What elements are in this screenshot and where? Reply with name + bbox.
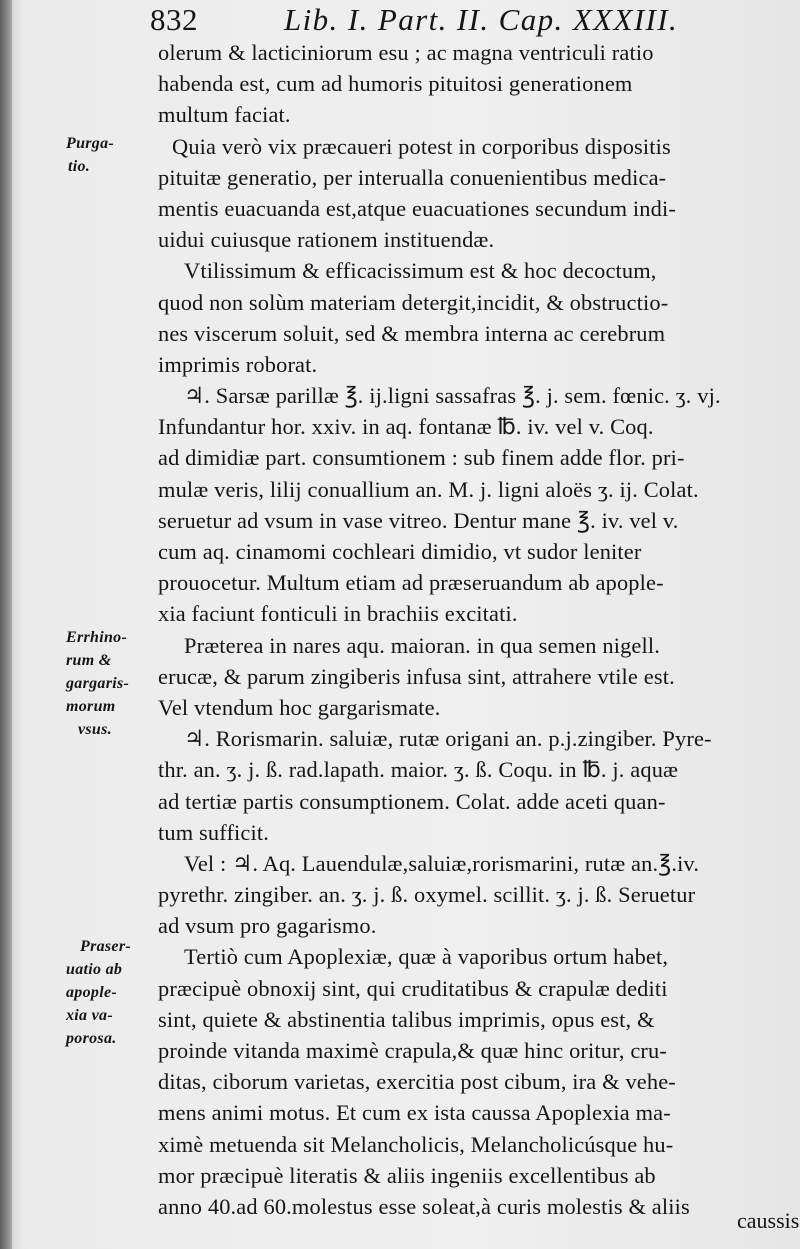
- text-line: Præterea in nares aqu. maioran. in qua semen nigell.: [184, 632, 660, 658]
- text-line: mor præcipuè literatis & aliis ingeniis excellentibus ab: [158, 1162, 656, 1188]
- text-line: mens animi motus. Et cum ex ista caussa Apoplexia ma-: [158, 1100, 671, 1126]
- text-line: imprimis roborat.: [158, 351, 318, 377]
- margin-note-line: morum: [66, 698, 116, 715]
- margin-note-line: gargaris-: [66, 675, 130, 692]
- margin-note-line: Errhino-: [66, 629, 128, 646]
- text-line: nes viscerum soluit, sed & membra interna ac cerebrum: [158, 320, 666, 346]
- running-title: Lib. I. Part. II. Cap. XXXIII.: [284, 2, 679, 37]
- text-line: pituitæ generatio, per interualla conuenientibus medica-: [158, 164, 667, 190]
- text-line: mentis euacuanda est,atque euacuationes secundum indi-: [158, 195, 676, 221]
- text-line: xia faciunt fonticuli in brachiis excitati.: [158, 601, 518, 627]
- text-line: proinde vitanda maximè crapula,& quæ hinc oritur, cru-: [158, 1038, 667, 1063]
- text-line: olerum & lacticiniorum esu ; ac magna ventriculi ratio: [158, 40, 654, 65]
- margin-note-line: rum &: [66, 652, 112, 669]
- recipe-line: ♃. Rorismarin. saluiæ, rutæ origani an. p.j.zingiber. Pyre-: [184, 726, 712, 752]
- margin-note-purgatio: [66, 132, 114, 178]
- margin-note-line: Purga-: [66, 135, 115, 152]
- text-line: mulæ veris, lilij conuallium an. M. j. ligni aloës ʒ. ij. Colat.: [158, 476, 699, 502]
- margin-note-line: vsus.: [78, 721, 112, 738]
- recipe-line: Vel : ♃. Aq. Lauendulæ,saluiæ,rorismarini, rutæ an.℥.iv.: [184, 850, 700, 876]
- text-line: ad dimidiæ part. consumtionem : sub finem adde flor. pri-: [158, 445, 685, 471]
- text-line: ad vsum pro gagarismo.: [158, 913, 377, 939]
- margin-note-line: uatio ab: [66, 961, 123, 978]
- margin-note-line: xia va-: [66, 1007, 113, 1024]
- text-line: ad tertiæ partis consumptionem. Colat. adde aceti quan-: [158, 788, 666, 814]
- margin-note-line: apople-: [66, 984, 117, 1001]
- text-line: Vtilissimum & efficacissimum est & hoc decoctum,: [184, 258, 657, 284]
- text-line: prouocetur. Multum etiam ad præseruandum ab apople-: [158, 570, 664, 596]
- text-line: Quia verò vix præcaueri potest in corporibus dispositis: [172, 133, 671, 159]
- text-line: habenda est, cum ad humoris pituitosi generationem: [158, 71, 633, 97]
- text-line: Tertiò cum Apoplexiæ, quæ à vaporibus ortum habet,: [184, 944, 669, 970]
- recipe-line: ♃. Sarsæ parillæ ℥. ij.ligni sassafras ℥. j. sem. fœnic. ʒ. vj.: [184, 383, 721, 409]
- text-line: pyrethr. zingiber. an. ʒ. j. ß. oxymel. scillit. ʒ. j. ß. Seruetur: [158, 882, 696, 908]
- text-line: sint, quiete & abstinentia talibus imprimis, opus est, &: [158, 1006, 655, 1032]
- text-line: quod non solùm materiam detergit,incidit, & obstructio-: [158, 289, 669, 315]
- text-line: multum faciat.: [158, 102, 291, 128]
- margin-note-errhinorum: [66, 626, 129, 741]
- text-line: erucæ, & parum zingiberis infusa sint, attrahere vtile est.: [158, 663, 675, 689]
- text-line: cum aq. cinamomi cochleari dimidio, vt sudor leniter: [158, 539, 642, 564]
- text-line: Vel vtendum hoc gargarismate.: [158, 694, 441, 720]
- margin-note-line: porosa.: [66, 1030, 117, 1047]
- body-text: [158, 37, 778, 1222]
- margin-note-line: tio.: [68, 158, 91, 175]
- catchword: caussis: [737, 1208, 800, 1233]
- text-line: thr. an. ʒ. j. ß. rad.lapath. maior. ʒ. ß. Coqu. in ℔. j. aquæ: [158, 757, 679, 783]
- margin-note-line: Praser-: [80, 938, 131, 955]
- margin-note-praeseruatio: [66, 935, 131, 1050]
- text-line: seruetur ad vsum in vase vitreo. Dentur mane ℥. iv. vel v.: [158, 507, 679, 533]
- text-line: præcipuè obnoxij sint, qui cruditatibus & crapulæ dediti: [158, 975, 668, 1001]
- text-line: Infundantur hor. xxiv. in aq. fontanæ ℔. iv. vel v. Coq.: [158, 414, 654, 440]
- page-gutter-shadow: [0, 0, 12, 1249]
- page-number: 832: [150, 2, 198, 37]
- running-header: [150, 2, 770, 42]
- text-line: ximè metuenda sit Melancholicis, Melancholicúsque hu-: [158, 1131, 674, 1157]
- text-line: uidui cuiusque rationem instituendæ.: [158, 227, 495, 253]
- text-line: anno 40.ad 60.molestus esse soleat,à curis molestis & aliis: [158, 1193, 690, 1219]
- text-line: ditas, ciborum varietas, exercitia post cibum, ira & vehe-: [158, 1069, 676, 1095]
- text-line: tum sufficit.: [158, 819, 269, 845]
